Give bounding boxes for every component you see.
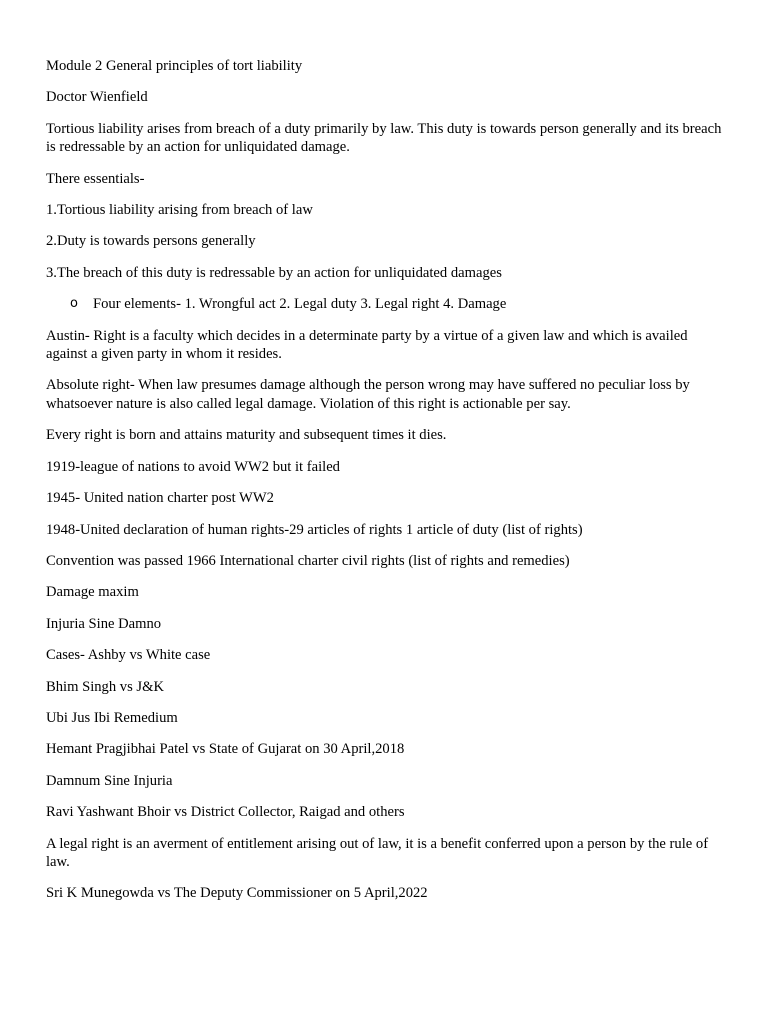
- paragraph: Every right is born and attains maturity and subsequent times it dies.: [46, 427, 447, 444]
- paragraph: There essentials-: [46, 170, 145, 187]
- paragraph: Ubi Jus Ibi Remedium: [46, 709, 178, 726]
- paragraph: Convention was passed 1966 International charter civil rights (list of rights and remedies): [46, 552, 570, 569]
- bullet-marker: o: [70, 296, 78, 312]
- paragraph: 1945- United nation charter post WW2: [46, 490, 274, 507]
- paragraph: 1948-United declaration of human rights-29 articles of rights 1 article of duty (list of rights): [46, 521, 583, 538]
- paragraph: Damnum Sine Injuria: [46, 772, 173, 789]
- paragraph: Damage maxim: [46, 584, 139, 601]
- paragraph: Tortious liability arises from breach of a duty primarily by law. This duty is towards person generally and its breach is redressable by an action for unliquidated damage.: [46, 120, 722, 156]
- paragraph: Cases- Ashby vs White case: [46, 647, 211, 664]
- paragraph: Injuria Sine Damno: [46, 615, 162, 632]
- paragraph: Absolute right- When law presumes damage although the person wrong may have suffered no peculiar loss by whatsoever nature is also called legal damage. Violation of this right is actionable per say.: [46, 377, 690, 412]
- paragraph: 3.The breach of this duty is redressable by an action for unliquidated damages: [46, 264, 502, 281]
- document-page: [46, 57, 726, 916]
- paragraph: 2.Duty is towards persons generally: [46, 233, 256, 250]
- paragraph: 1919-league of nations to avoid WW2 but it failed: [46, 458, 340, 475]
- paragraph: Ravi Yashwant Bhoir vs District Collector, Raigad and others: [46, 804, 405, 821]
- document-title: Module 2 General principles of tort liability: [46, 58, 303, 74]
- paragraph: Hemant Pragjibhai Patel vs State of Gujarat on 30 April,2018: [46, 741, 405, 758]
- paragraph: A legal right is an averment of entitlement arising out of law, it is a benefit conferred upon a person by the rule of law.: [46, 835, 709, 870]
- paragraph: Doctor Wienfield: [46, 89, 148, 106]
- bullet-text: Four elements- 1. Wrongful act 2. Legal duty 3. Legal right 4. Damage: [93, 296, 507, 313]
- paragraph: 1.Tortious liability arising from breach of law: [46, 202, 313, 219]
- paragraph: Austin- Right is a faculty which decides in a determinate party by a virtue of a given law and which is availed against a given party in whom it resides.: [46, 327, 688, 363]
- paragraph: Sri K Munegowda vs The Deputy Commissioner on 5 April,2022: [46, 885, 428, 902]
- list-item: [46, 295, 726, 313]
- paragraph: Bhim Singh vs J&K: [46, 678, 164, 695]
